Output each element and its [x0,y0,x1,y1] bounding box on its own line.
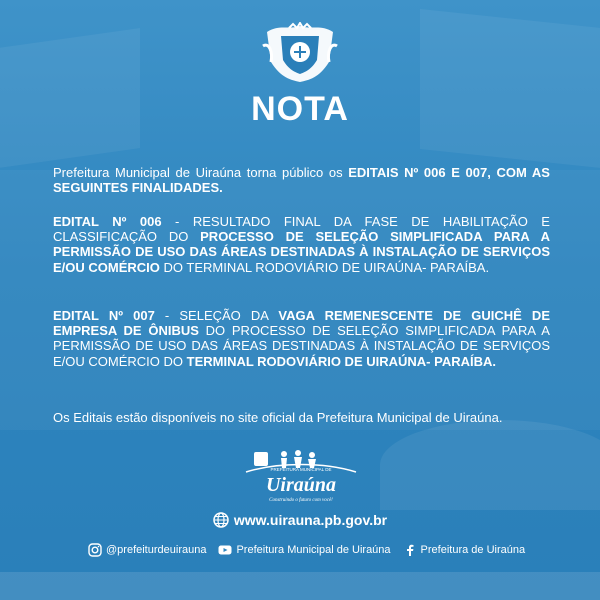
edital-006-paragraph: EDITAL Nº 006 - RESULTADO FINAL DA FASE DE HABILITAÇÃO E CLASSIFICAÇÃO DO PROCESSO DE SELEÇÃO SIMPLIFICADA PARA A PERMISSÃO DE USO DAS ÁREAS DESTINADAS À INSTALAÇÃO DE SERVIÇOS E/OU COMÉRCIO DO TERMINAL RODOVIÁRIO DE UIRAÚNA- PARAÍBA. [53,214,550,275]
website-link[interactable] [0,512,600,528]
city-logo [238,448,364,508]
page-title: NOTA [251,90,349,128]
bottom-band [0,572,600,600]
website-url: www.uirauna.pb.gov.br [233,512,388,528]
youtube-channel: Prefeitura Municipal de Uiraúna [236,544,391,556]
youtube-link[interactable] [218,543,390,557]
youtube-icon [218,543,232,557]
availability-paragraph: Os Editais estão disponíveis no site oficial da Prefeitura Municipal de Uiraúna. [53,410,503,425]
facebook-page: Prefeitura de Uiraúna [420,544,526,556]
intro-paragraph: Prefeitura Municipal de Uiraúna torna público os EDITAIS Nº 006 E 007, COM AS SEGUINTES FINALIDADES. [53,165,550,196]
coat-of-arms-icon [259,22,341,84]
logo-arc-text: PREFEITURA MUNICIPAL DE [270,467,332,472]
edital-007-paragraph: EDITAL Nº 007 - SELEÇÃO DA VAGA REMENESCENTE DE GUICHÊ DE EMPRESA DE ÔNIBUS DO PROCESSO DE SELEÇÃO SIMPLIFICADA PARA A PERMISSÃO DE USO DAS ÁREAS DESTINADAS À INSTALAÇÃO DE SERVIÇOS E/OU COMÉRCIO DO TERMINAL RODOVIÁRIO DE UIRAÚNA- PARAÍBA. [53,308,550,369]
instagram-icon [88,543,102,557]
background-overlay [0,170,600,430]
background-dome [380,420,600,510]
instagram-link[interactable] [88,543,206,557]
globe-icon [213,512,229,528]
logo-slogan: Construindo o futuro com você! [269,498,333,503]
facebook-link[interactable] [403,543,526,557]
social-footer [88,541,537,559]
facebook-icon [403,543,417,557]
instagram-handle: @prefeiturdeuirauna [106,544,207,556]
logo-wordmark: Uiraúna [265,474,337,496]
